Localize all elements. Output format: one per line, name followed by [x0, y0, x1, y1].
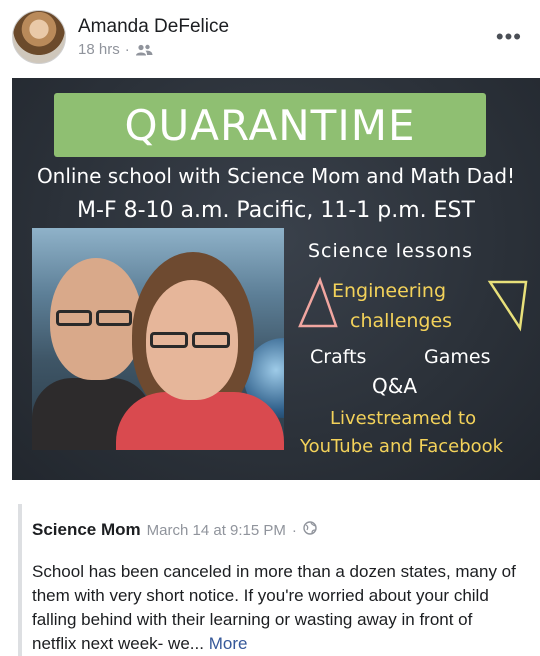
meta-separator: ·: [124, 41, 130, 58]
dad-glasses-right: [96, 310, 132, 326]
mom-shirt: [116, 392, 284, 450]
title-banner: [54, 93, 486, 157]
more-options-button[interactable]: •••: [495, 24, 522, 49]
author-name[interactable]: Amanda DeFelice: [78, 16, 230, 37]
shared-author[interactable]: Science Mom: [32, 520, 141, 539]
post-header: [0, 0, 540, 78]
post-image[interactable]: [12, 78, 540, 480]
friends-icon: [135, 44, 153, 56]
triangle-right-icon: [486, 276, 530, 332]
item-games: Games: [424, 346, 491, 368]
post-time[interactable]: 18 hrs: [78, 41, 120, 58]
post-meta: [78, 41, 153, 58]
mom-glasses-left: [150, 332, 188, 348]
item-livestream-1: Livestreamed to: [330, 408, 477, 429]
image-title: QUARANTIME: [124, 100, 416, 150]
see-more-link[interactable]: More: [208, 634, 248, 653]
photo-of-hosts: [32, 228, 284, 450]
item-engineering-2: challenges: [350, 310, 453, 332]
image-subtitle-2: M-F 8-10 a.m. Pacific, 11-1 p.m. EST: [77, 198, 475, 223]
avatar[interactable]: [12, 10, 66, 64]
shared-separator: ·: [291, 522, 297, 539]
item-crafts: Crafts: [310, 346, 367, 368]
item-science: Science lessons: [308, 240, 474, 262]
dad-glasses-left: [56, 310, 92, 326]
image-subtitle-1: Online school with Science Mom and Math Dad!: [36, 164, 516, 188]
shared-post[interactable]: [18, 504, 528, 656]
shared-post-text: [32, 560, 520, 656]
shared-post-header: [32, 520, 317, 540]
mom-glasses-right: [192, 332, 230, 348]
item-qa: Q&A: [372, 374, 418, 398]
item-engineering-1: Engineering: [332, 280, 446, 302]
shared-post-body: School has been canceled in more than a dozen states, many of them with very short notice. If you're worried about your child falling behind with their learning or wasting away in front of netflix next week- we...: [32, 562, 516, 653]
item-livestream-2: YouTube and Facebook: [300, 436, 504, 457]
globe-icon: [303, 521, 317, 535]
shared-time[interactable]: March 14 at 9:15 PM: [146, 522, 286, 539]
